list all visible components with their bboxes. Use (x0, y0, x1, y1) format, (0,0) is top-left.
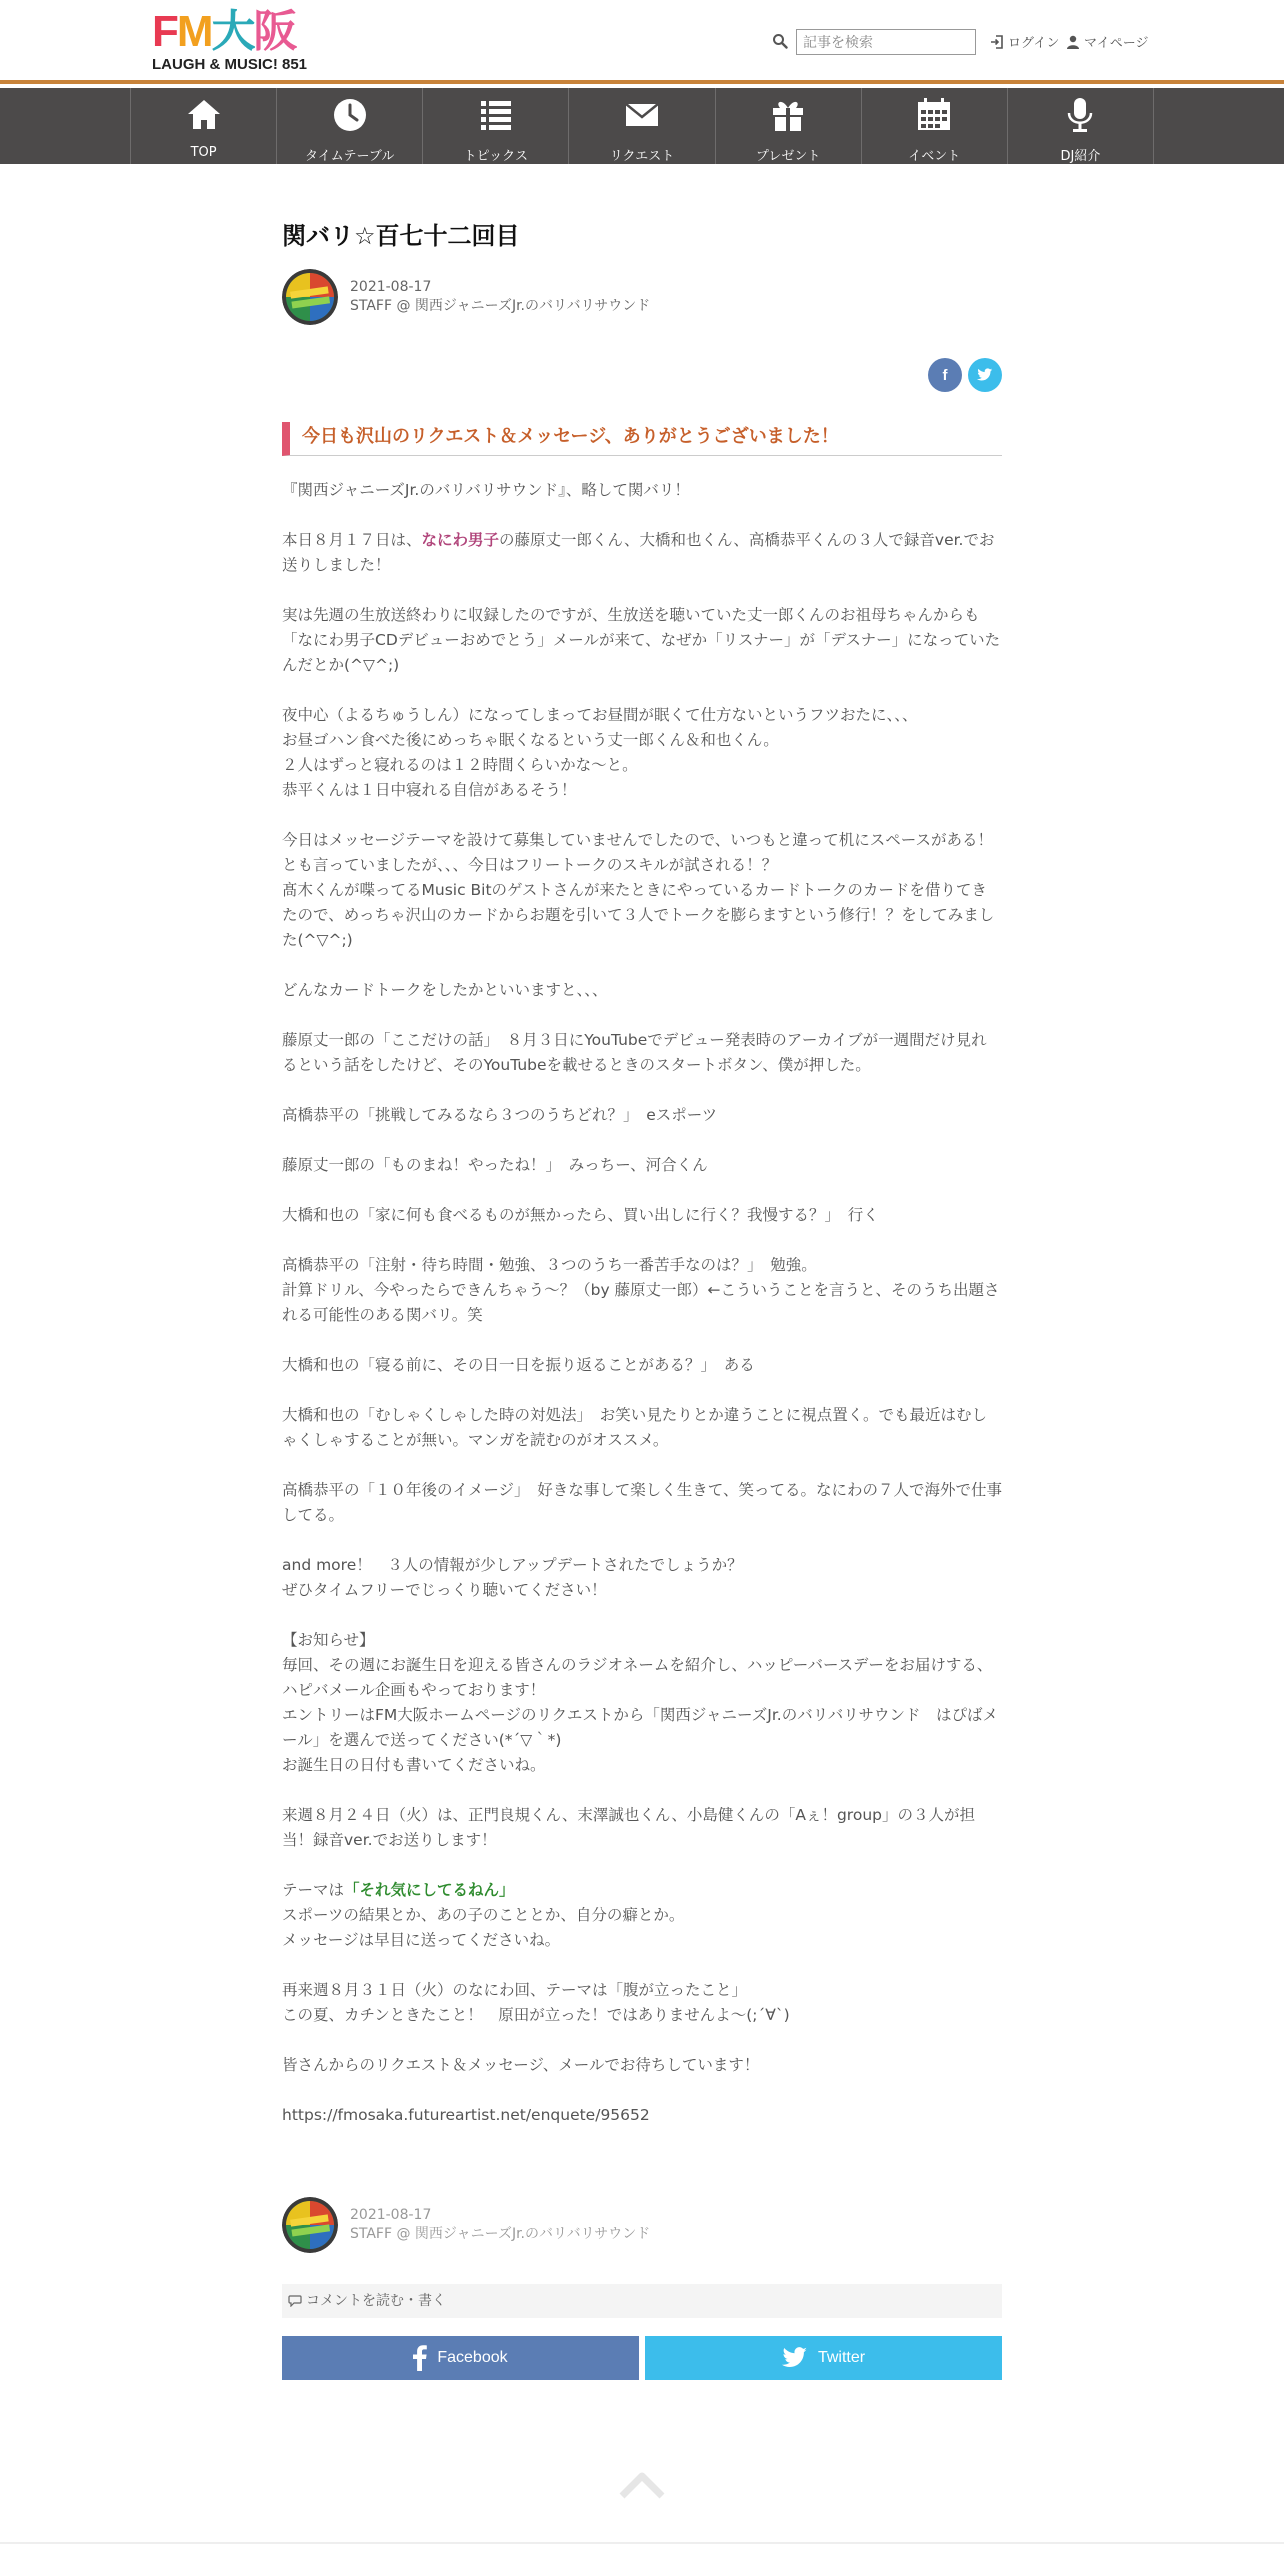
facebook-share-icon[interactable]: f (928, 358, 962, 392)
nav-label: リクエスト (609, 149, 675, 164)
post-date: 2021-08-17 (350, 279, 432, 295)
mypage-link[interactable] (1066, 32, 1148, 51)
facebook-share-button[interactable] (282, 2336, 639, 2380)
microphone-icon (1061, 96, 1099, 138)
paragraph: 夜中心（よるちゅうしん）になってしまってお昼間が眠くて仕方ないというフツおたに、、、 お昼ゴハン食べた後にめっちゃ眠くなるという丈一郎くん＆和也くん。 ２人はずっと寝れるのは１２時間くらいかな～と。 恭平くんは１日中寝れる自信があるそう！ (282, 706, 918, 799)
share-icons (928, 358, 1002, 392)
comment-label: コメントを読む・書く (306, 2293, 446, 2309)
article-body (282, 478, 1002, 2153)
footer-divider (0, 2542, 1284, 2544)
paragraph: 大橋和也の「むしゃくしゃした時の対処法」 お笑い見たりとか違うことに視点置く。でも最近はむしゃくしゃすることが無い。マンガを読むのがオススメ。 (282, 1406, 987, 1449)
nav-label: DJ紹介 (1060, 149, 1101, 164)
nav-item-2[interactable] (277, 88, 423, 164)
paragraph: 藤原丈一郎の「ものまね！やったね！」 みっちー、河合くん (282, 1156, 708, 1174)
search-icon[interactable] (772, 33, 788, 49)
paragraph: 藤原丈一郎の「ここだけの話」 ８月３日にYouTubeでデビュー発表時のアーカイブが一週間だけ見れるという話をしたけど、そのYouTubeを載せるときのスタートボタン、僕が押した。 (282, 1031, 987, 1074)
gift-icon (769, 96, 807, 138)
post-author[interactable]: STAFF @ 関西ジャニーズJr.のバリバリサウンド (350, 2226, 651, 2242)
naniwa-danshi-link[interactable]: なにわ男子 (421, 531, 500, 549)
nav-label: TOP (190, 145, 217, 160)
login-link[interactable] (990, 32, 1059, 51)
logo-letter: 阪 (253, 7, 296, 56)
post-meta-bottom (282, 2196, 650, 2254)
clock-icon (331, 96, 369, 138)
login-label: ログイン (1008, 36, 1060, 51)
user-icon (1066, 35, 1080, 49)
logo-letter: 大 (211, 7, 254, 56)
paragraph: 高橋恭平の「１０年後のイメージ」 好きな事して楽しく生きて、笑ってる。なにわの７人で海外で仕事してる。 (282, 1481, 1002, 1524)
nav-label: プレゼント (755, 149, 821, 164)
logo-tagline: LAUGH & MUSIC! 851 (152, 56, 308, 73)
list-icon (477, 96, 515, 138)
paragraph: 『関西ジャニーズJr.のバリバリサウンド』、略して関バリ！ (282, 481, 690, 499)
fm-osaka-logo[interactable] (152, 7, 308, 74)
post-author[interactable]: STAFF @ 関西ジャニーズJr.のバリバリサウンド (350, 298, 651, 314)
page-top-chevron-icon[interactable] (618, 2470, 666, 2500)
paragraph: 今日はメッセージテーマを設けて募集していませんでしたので、いつもと違って机にスペースがある！とも言っていましたが、、、今日はフリートークのスキルが試される！？ 髙木くんが喋ってるMusic Bitのゲストさんが来たときにやっているカードトークのカードを借りてきたので、めっちゃ沢山のカードからお題を引いて３人でトークを膨らますという修行！？をしてみました(^▽^;) (282, 831, 995, 949)
nav-label: タイムテーブル (305, 149, 395, 164)
section-heading: 今日も沢山のリクエスト＆メッセージ、ありがとうございました！ (282, 422, 1002, 456)
enquete-url[interactable]: https://fmosaka.futureartist.net/enquete/95652 (282, 2106, 650, 2124)
paragraph: 高橋恭平の「挑戦してみるなら３つのうちどれ？」 eスポーツ (282, 1106, 718, 1124)
twitter-share-icon[interactable] (968, 358, 1002, 392)
message-theme: 「それ気にしてるねん」 (344, 1881, 515, 1899)
article (282, 216, 1002, 2366)
share-buttons (282, 2336, 1002, 2380)
nav-label: トピックス (463, 149, 529, 164)
search-input[interactable] (796, 29, 976, 55)
envelope-icon (623, 96, 661, 138)
nav-item-4[interactable] (569, 88, 715, 164)
logo-letter: M (176, 7, 212, 56)
nav-label: イベント (908, 149, 961, 164)
nav-item-6[interactable] (862, 88, 1008, 164)
facebook-icon (413, 2345, 427, 2371)
paragraph: どんなカードトークをしたかといいますと、、、 (282, 981, 608, 999)
nav-item-1[interactable] (131, 88, 277, 164)
twitter-icon (782, 2347, 808, 2369)
twitter-share-label: Twitter (817, 2349, 866, 2366)
post-title: 関バリ☆百七十二回目 (282, 222, 520, 250)
paragraph: 大橋和也の「家に何も食べるものが無かったら、買い出しに行く？我慢する？」 行く (282, 1206, 879, 1224)
nav-item-7[interactable] (1008, 88, 1154, 164)
site-header (0, 0, 1284, 84)
nav-item-5[interactable] (716, 88, 862, 164)
post-meta (282, 268, 1002, 326)
paragraph: 高橋恭平の「注射・待ち時間・勉強、３つのうち一番苦手なのは？」 勉強。 計算ドリル、今やったらできんちゃう～？（by 藤原丈一郎）←こういうことを言うと、そのうち出題される可能性のある関バリ。笑 (282, 1256, 1000, 1324)
mypage-label: マイページ (1084, 36, 1149, 51)
global-nav (0, 88, 1284, 164)
paragraph: 再来週８月３１日（火）のなにわ回、テーマは「腹が立ったこと」 この夏、カチンときたこと！ 原田が立った！ではありませんよ～(;´∀`) (282, 1981, 790, 2024)
paragraph: 本日８月１７日は、なにわ男子の藤原丈一郎くん、大橋和也くん、高橋恭平くんの３人で録音ver.でお送りしました！ (282, 531, 995, 574)
logo-wordmark (152, 7, 296, 56)
paragraph: and more！ ３人の情報が少しアップデートされたでしょうか？ ぜひタイムフリーでじっくり聴いてください！ (282, 1556, 743, 1599)
logo-letter: F (152, 7, 177, 56)
facebook-share-label: Facebook (437, 2349, 508, 2366)
paragraph: 皆さんからのリクエスト＆メッセージ、メールでお待ちしています！ (282, 2056, 760, 2074)
home-icon (185, 96, 223, 138)
login-icon (990, 35, 1004, 49)
comment-icon (288, 2295, 302, 2307)
paragraph: 【お知らせ】 毎回、その週にお誕生日を迎える皆さんのラジオネームを紹介し、ハッピーバースデーをお届けする、ハピバメール企画もやっております！ エントリーはFM大阪ホームページのリクエストから「関西ジャニーズJr.のバリバリサウンド はぴばメール」を選んで送ってください(*´▽｀*) お誕生日の日付も書いてくださいね。 (282, 1631, 998, 1774)
paragraph: 実は先週の生放送終わりに収録したのですが、生放送を聴いていた丈一郎くんのお祖母ちゃんからも「なにわ男子CDデビューおめでとう」メールが来て、なぜか「リスナー」が「デスナー」になっていたんだとか(^▽^;) (282, 606, 1001, 674)
paragraph: テーマは「それ気にしてるねん」 スポーツの結果とか、あの子のこととか、自分の癖とか。 メッセージは早目に送ってくださいね。 (282, 1881, 685, 1949)
program-avatar[interactable] (282, 2197, 338, 2253)
paragraph: 大橋和也の「寝る前に、その日一日を振り返ることがある？」 ある (282, 1356, 755, 1374)
paragraph: 来週８月２４日（火）は、正門良規くん、末澤誠也くん、小島健くんの「Aぇ！group」の３人が担当！録音ver.でお送りします！ (282, 1806, 975, 1849)
comment-link[interactable] (282, 2284, 1002, 2318)
post-date: 2021-08-17 (350, 2207, 432, 2223)
nav-item-3[interactable] (423, 88, 569, 164)
twitter-share-button[interactable] (645, 2336, 1002, 2380)
program-avatar[interactable] (282, 269, 338, 325)
calendar-icon (915, 96, 953, 138)
